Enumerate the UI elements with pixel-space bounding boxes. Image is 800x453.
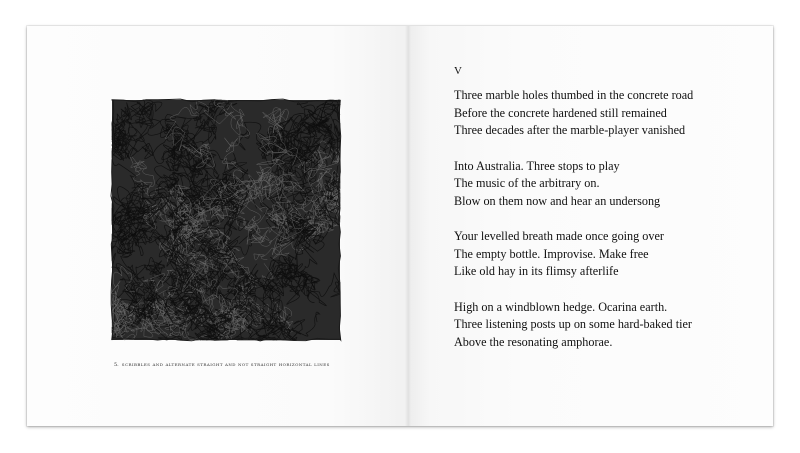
poem-line: Above the resonating amphorae. (454, 334, 613, 349)
poem-line: Your levelled breath made once going over (454, 229, 664, 243)
poem-line: High on a windblown hedge. Ocarina earth. (454, 299, 668, 314)
poem-line: Into Australia. Three stops to play (454, 158, 620, 173)
open-book (27, 26, 773, 426)
poem-line: Blow on them now and hear an undersong (454, 193, 661, 208)
stanza-3 (454, 228, 784, 281)
left-page (27, 26, 408, 426)
caption-number: 5. (114, 362, 119, 368)
poem-line: The empty bottle. Improvise. Make free (454, 246, 649, 261)
poem-line: Like old hay in its flimsy afterlife (454, 264, 619, 278)
poem-line: Three listening posts up on some hard-baked tier (454, 317, 692, 331)
artwork-caption (114, 362, 374, 368)
scribble-square-drawing (110, 98, 342, 342)
book-gutter (405, 26, 411, 426)
stanza-1 (454, 87, 784, 140)
section-numeral: V (454, 65, 463, 77)
poem-line: The music of the arbitrary on. (454, 176, 600, 190)
stanza-2 (454, 158, 784, 211)
poem-line: Before the concrete hardened still remained (454, 105, 667, 120)
scribble-artwork-svg (110, 98, 342, 342)
poem-line: Three decades after the marble-player vanished (454, 123, 686, 137)
caption-text: scribbles and alternate straight and not straight horizontal lines (121, 362, 330, 368)
poem (454, 65, 784, 369)
poem-line: Three marble holes thumbed in the concrete road (454, 88, 694, 102)
stanza-4 (454, 299, 784, 352)
